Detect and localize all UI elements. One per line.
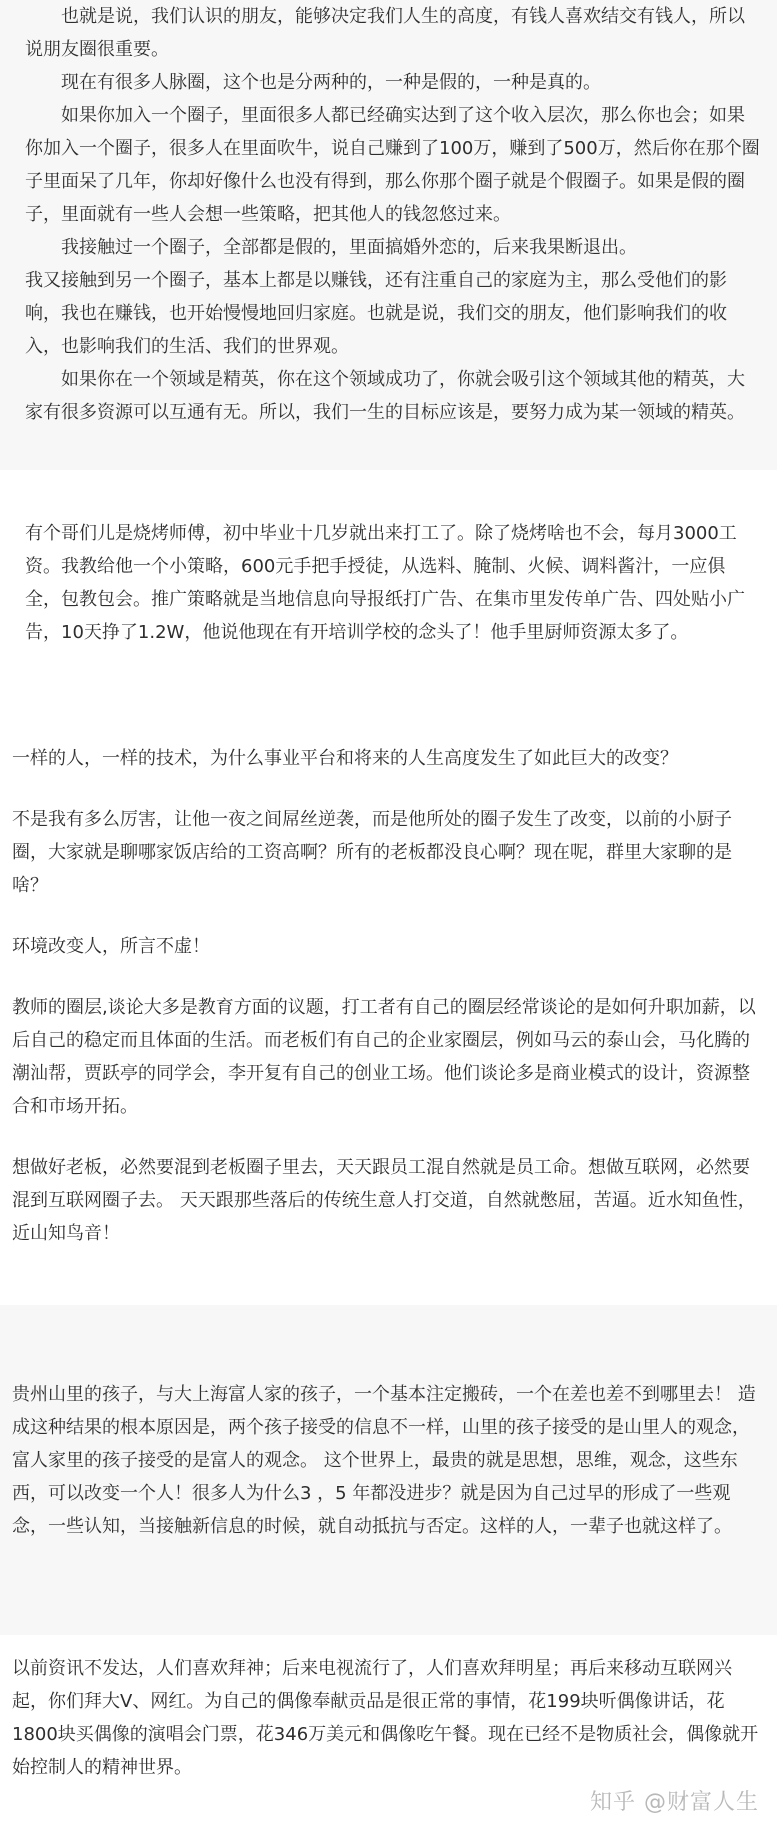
section-1	[25, 0, 760, 429]
paragraph: 以前资讯不发达，人们喜欢拜神；后来电视流行了，人们喜欢拜明星；再后来移动互联网兴起，你们拜大V、网红。为自己的偶像奉献贡品是很正常的事情，花199块听偶像讲话，花1800块买偶像的演唱会门票，花346万美元和偶像吃午餐。现在已经不是物质社会，偶像就开始控制人的精神世界。	[12, 1658, 759, 1778]
paragraph: 环境改变人，所言不虚！	[12, 936, 210, 957]
paragraph: 现在有很多人脉圈，这个也是分两种的，一种是假的，一种是真的。	[61, 72, 601, 93]
section-2	[25, 517, 760, 649]
zhihu-watermark: 知乎 @财富人生	[590, 1790, 759, 1815]
paragraph: 有个哥们儿是烧烤师傅，初中毕业十几岁就出来打工了。除了烧烤啥也不会，每月3000工资。我教给他一个小策略，600元手把手授徒，从选料、腌制、火候、调料酱汁，一应俱全，包教包会。推广策略就是当地信息向导报纸打广告、在集市里发传单广告、四处贴小广告，10天挣了1.2W，他说他现在有开培训学校的念头了！他手里厨师资源太多了。	[25, 523, 745, 643]
paragraph: 我接触过一个圈子，全部都是假的，里面搞婚外恋的，后来我果断退出。	[61, 237, 637, 258]
section-4	[12, 1378, 762, 1543]
paragraph: 不是我有多么厉害，让他一夜之间屌丝逆袭，而是他所处的圈子发生了改变，以前的小厨子圈，大家就是聊哪家饭店给的工资高啊？所有的老板都没良心啊？现在呢，群里大家聊的是啥？	[12, 809, 732, 896]
section-3	[12, 742, 762, 1250]
paragraph: 如果你在一个领域是精英，你在这个领域成功了，你就会吸引这个领域其他的精英，大家有很多资源可以互通有无。所以，我们一生的目标应该是，要努力成为某一领域的精英。	[25, 369, 745, 423]
paragraph: 如果你加入一个圈子，里面很多人都已经确实达到了这个收入层次，那么你也会；如果你加入一个圈子，很多人在里面吹牛，说自己赚到了100万，赚到了500万，然后你在那个圈子里面呆了几年，你却好像什么也没有得到，那么你那个圈子就是个假圈子。如果是假的圈子，里面就有一些人会想一些策略，把其他人的钱忽悠过来。	[25, 105, 760, 225]
paragraph: 贵州山里的孩子，与大上海富人家的孩子，一个基本注定搬砖，一个在差也差不到哪里去！ 造成这种结果的根本原因是，两个孩子接受的信息不一样，山里的孩子接受的是山里人的观念，富人家里的孩子接受的是富人的观念。 这个世界上，最贵的就是思想，思维，观念，这些东西，可以改变一个人！很多人为什么3 ，5 年都没进步？就是因为自己过早的形成了一些观念，一些认知，当接触新信息的时候，就自动抵抗与否定。这样的人，一辈子也就这样了。	[12, 1384, 756, 1537]
paragraph: 也就是说，我们认识的朋友，能够决定我们人生的高度，有钱人喜欢结交有钱人，所以说朋友圈很重要。	[25, 6, 745, 60]
paragraph: 教师的圈层,谈论大多是教育方面的议题，打工者有自己的圈层经常谈论的是如何升职加薪，以后自己的稳定而且体面的生活。而老板们有自己的企业家圈层，例如马云的泰山会，马化腾的潮汕帮，贾跃亭的同学会，李开复有自己的创业工场。他们谈论多是商业模式的设计，资源整合和市场开拓。	[12, 997, 756, 1117]
paragraph: 一样的人，一样的技术，为什么事业平台和将来的人生高度发生了如此巨大的改变？	[12, 748, 678, 769]
section-5	[12, 1652, 762, 1784]
paragraph: 我又接触到另一个圈子，基本上都是以赚钱，还有注重自己的家庭为主，那么受他们的影响，我也在赚钱，也开始慢慢地回归家庭。也就是说，我们交的朋友，他们影响我们的收入，也影响我们的生活、我们的世界观。	[25, 270, 727, 357]
paragraph: 想做好老板，必然要混到老板圈子里去，天天跟员工混自然就是员工命。想做互联网，必然要混到互联网圈子去。 天天跟那些落后的传统生意人打交道，自然就憋屈，苦逼。近水知鱼性，近山知鸟音！	[12, 1157, 756, 1244]
